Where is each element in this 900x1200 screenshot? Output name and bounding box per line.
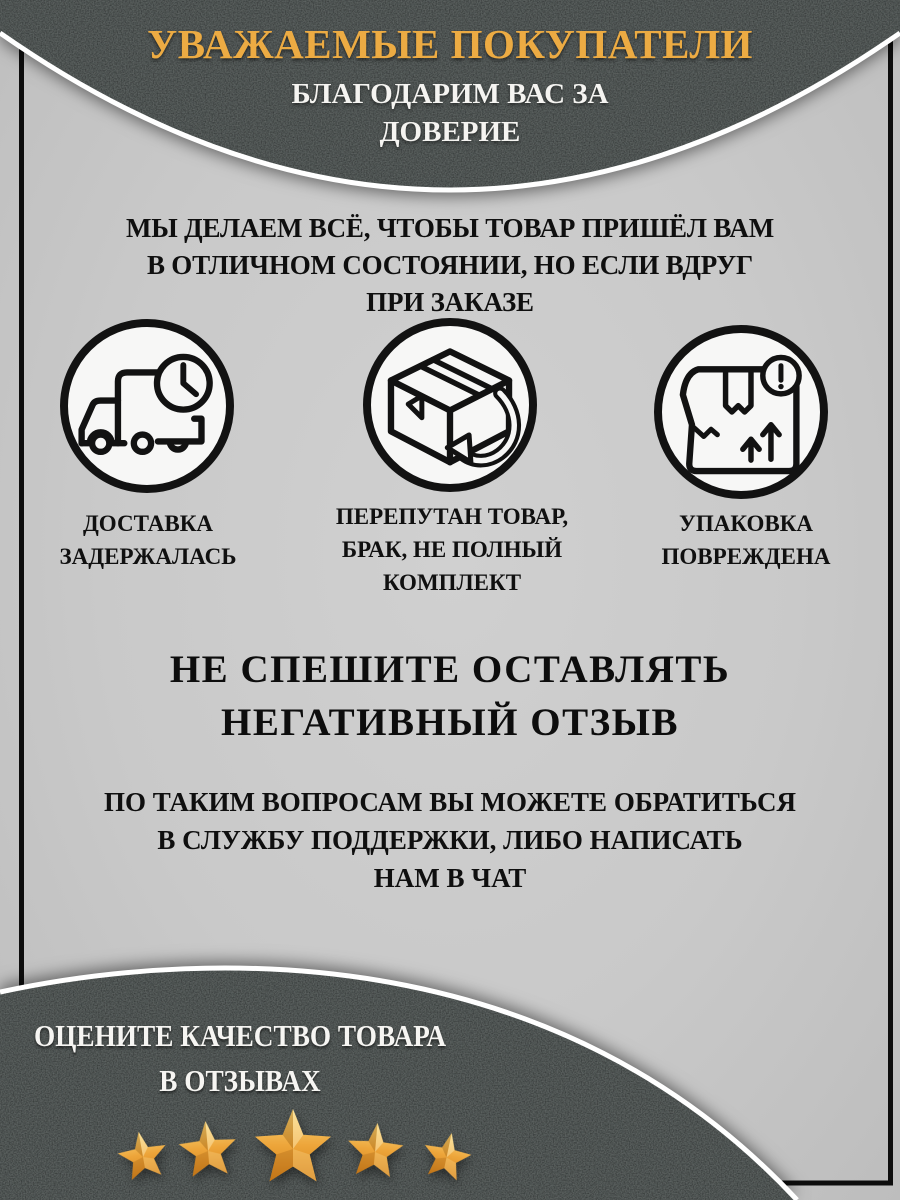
warning-heading: [0, 643, 900, 749]
wrong-item-circle: [363, 318, 537, 492]
warning-line-2: НЕГАТИВНЫЙ ОТЗЫВ: [221, 701, 679, 744]
star-icon: [414, 1125, 479, 1190]
issue-label-line: БРАК, НЕ ПОЛНЫЙ: [341, 537, 563, 562]
thanks-subtitle: [0, 75, 900, 151]
star-icon: [111, 1125, 176, 1190]
issue-label-line: УПАКОВКА: [678, 511, 813, 536]
issue-label-line: КОМПЛЕКТ: [382, 570, 522, 595]
issue-label-line: ПЕРЕПУТАН ТОВАР,: [335, 504, 569, 529]
star-icon: [340, 1117, 409, 1186]
footer-line-1: ОЦЕНИТЕ КАЧЕСТВО ТОВАРА: [33, 1018, 447, 1053]
issue-label-line: ДОСТАВКА: [82, 511, 214, 536]
warning-line-1: НЕ СПЕШИТЕ ОСТАВЛЯТЬ: [169, 648, 731, 691]
footer-line-2: В ОТЗЫВАХ: [159, 1063, 321, 1098]
intro-paragraph: [0, 210, 900, 321]
support-line-1: ПО ТАКИМ ВОПРОСАМ ВЫ МОЖЕТЕ ОБРАТИТЬСЯ: [103, 787, 797, 817]
issue-label-line: ЗАДЕРЖАЛАСЬ: [59, 544, 237, 569]
support-line-2: В СЛУЖБУ ПОДДЕРЖКИ, ЛИБО НАПИСАТЬ: [157, 825, 743, 855]
delivery-truck-clock-icon: [68, 327, 226, 485]
star-icon: [172, 1115, 244, 1187]
support-line-3: НАМ В ЧАТ: [373, 863, 527, 893]
damaged-package-icon: [662, 333, 820, 491]
intro-line-3: ПРИ ЗАКАЗЕ: [366, 287, 534, 317]
star-icon: [249, 1105, 337, 1193]
intro-line-2: В ОТЛИЧНОМ СОСТОЯНИИ, НО ЕСЛИ ВДРУГ: [146, 250, 754, 280]
box-return-arrow-icon: [371, 326, 529, 484]
damaged-package-circle: [654, 325, 828, 499]
footer-rate-text: [29, 1013, 451, 1103]
issue-label-delivery: [28, 507, 268, 573]
delivery-delay-circle: [60, 319, 234, 493]
thanks-line-1: БЛАГОДАРИМ ВАС ЗА: [291, 78, 609, 110]
intro-line-1: МЫ ДЕЛАЕМ ВСЁ, ЧТОБЫ ТОВАР ПРИШЁЛ ВАМ: [125, 213, 775, 243]
thanks-line-2: ДОВЕРИЕ: [379, 116, 521, 148]
issue-label-wrong-item: [312, 500, 592, 599]
issue-label-line: ПОВРЕЖДЕНА: [661, 544, 831, 569]
support-paragraph: [0, 783, 900, 897]
page-title: УВАЖАЕМЫЕ ПОКУПАТЕЛИ: [147, 21, 753, 67]
issue-label-damaged: [616, 507, 876, 573]
